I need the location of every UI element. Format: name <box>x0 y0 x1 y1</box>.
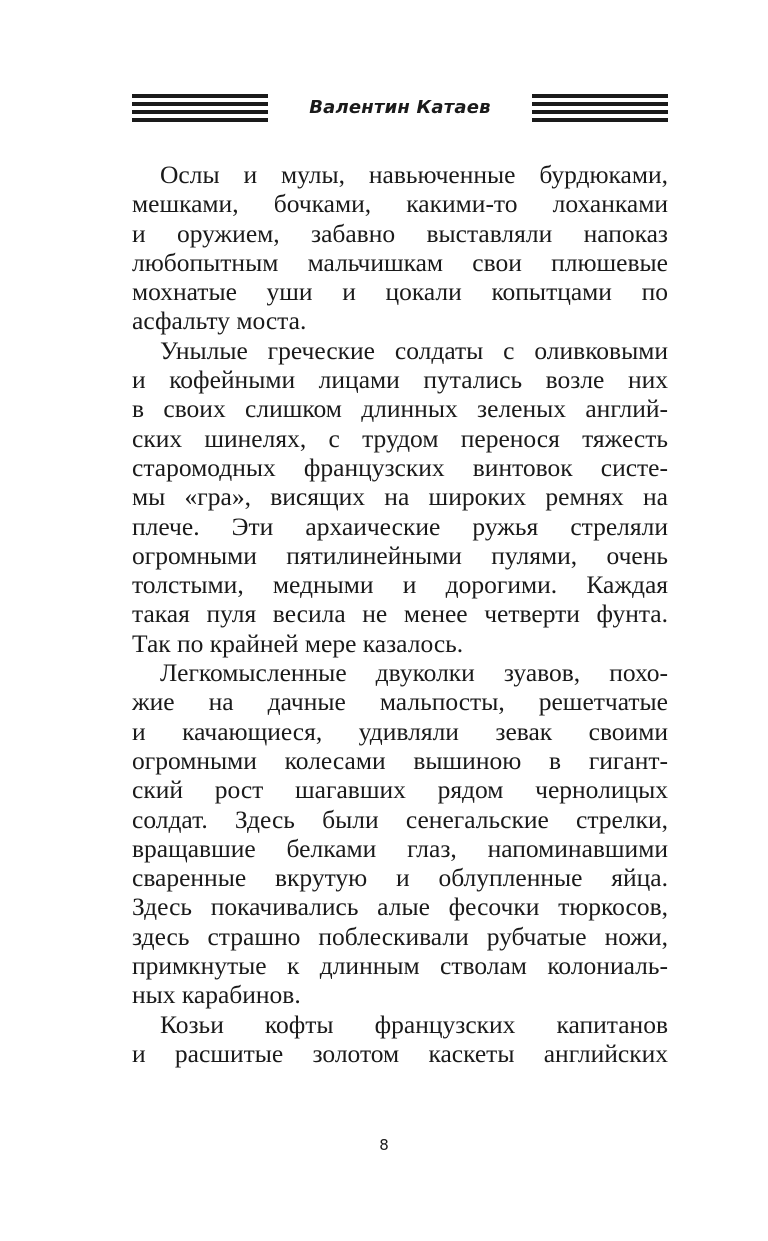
text-line: ских шинелях, с трудом перенося тяжесть <box>132 423 668 453</box>
text-line: Козьи кофты французских капитанов <box>160 1009 668 1039</box>
text-line: и кофейными лицами путались возле них <box>132 365 668 395</box>
paragraph <box>132 1010 668 1069</box>
text-line: Так по крайней мере казалось. <box>132 628 464 658</box>
text-line: и качающиеся, удивляли зевак своими <box>132 716 668 746</box>
text-line: и оружием, забавно выставляли напоказ <box>132 218 668 248</box>
author-name: Валентин Катаев <box>309 97 491 118</box>
running-header <box>132 94 668 122</box>
paragraph <box>132 160 668 336</box>
paragraph <box>132 336 668 658</box>
text-line: в своих слишком длинных зеленых англий- <box>132 394 668 424</box>
text-line: старомодных французских винтовок систе- <box>132 452 668 482</box>
text-line: любопытным мальчишкам свои плюшевые <box>132 247 668 277</box>
text-line: плече. Эти архаические ружья стреляли <box>132 511 668 541</box>
text-line: ных карабинов. <box>132 980 301 1010</box>
text-line: и расшитые золотом каскеты английских <box>132 1038 668 1068</box>
text-line: примкнутые к длинным стволам колониаль- <box>132 951 668 981</box>
text-line: Унылые греческие солдаты с оливковыми <box>160 335 668 365</box>
header-stripes-right <box>532 94 668 122</box>
text-line: Ослы и мулы, навьюченные бурдюками, <box>160 160 668 189</box>
text-line: огромными пятилинейными пулями, очень <box>132 540 668 570</box>
text-line: огромными колесами вышиною в гигант- <box>132 745 668 775</box>
text-line: жие на дачные мальпосты, решетчатые <box>132 687 668 717</box>
text-line: такая пуля весила не менее четверти фунта. <box>132 599 668 629</box>
text-line: мохнатые уши и цокали копытцами по <box>132 277 668 307</box>
text-line: вращавшие белками глаз, напоминавшими <box>132 833 668 863</box>
text-line: асфальту моста. <box>132 306 307 336</box>
paragraph <box>132 658 668 1010</box>
text-line: здесь страшно поблескивали рубчатые ножи, <box>132 921 668 951</box>
body-text <box>132 160 668 1068</box>
text-line: мешками, бочками, какими-то лоханками <box>132 189 668 219</box>
text-line: солдат. Здесь были сенегальские стрелки, <box>132 804 668 834</box>
text-line: Легкомысленные двуколки зуавов, похо- <box>160 658 668 688</box>
header-stripes-left <box>132 94 268 122</box>
page-number: 8 <box>379 1136 389 1154</box>
text-line: Здесь покачивались алые фесочки тюркосов, <box>132 892 668 922</box>
text-line: толстыми, медными и дорогими. Каждая <box>132 570 668 600</box>
text-line: сваренные вкрутую и облупленные яйца. <box>132 863 668 893</box>
text-line: ский рост шагавших рядом чернолицых <box>132 775 668 805</box>
text-line: мы «гра», висящих на широких ремнях на <box>132 482 668 512</box>
